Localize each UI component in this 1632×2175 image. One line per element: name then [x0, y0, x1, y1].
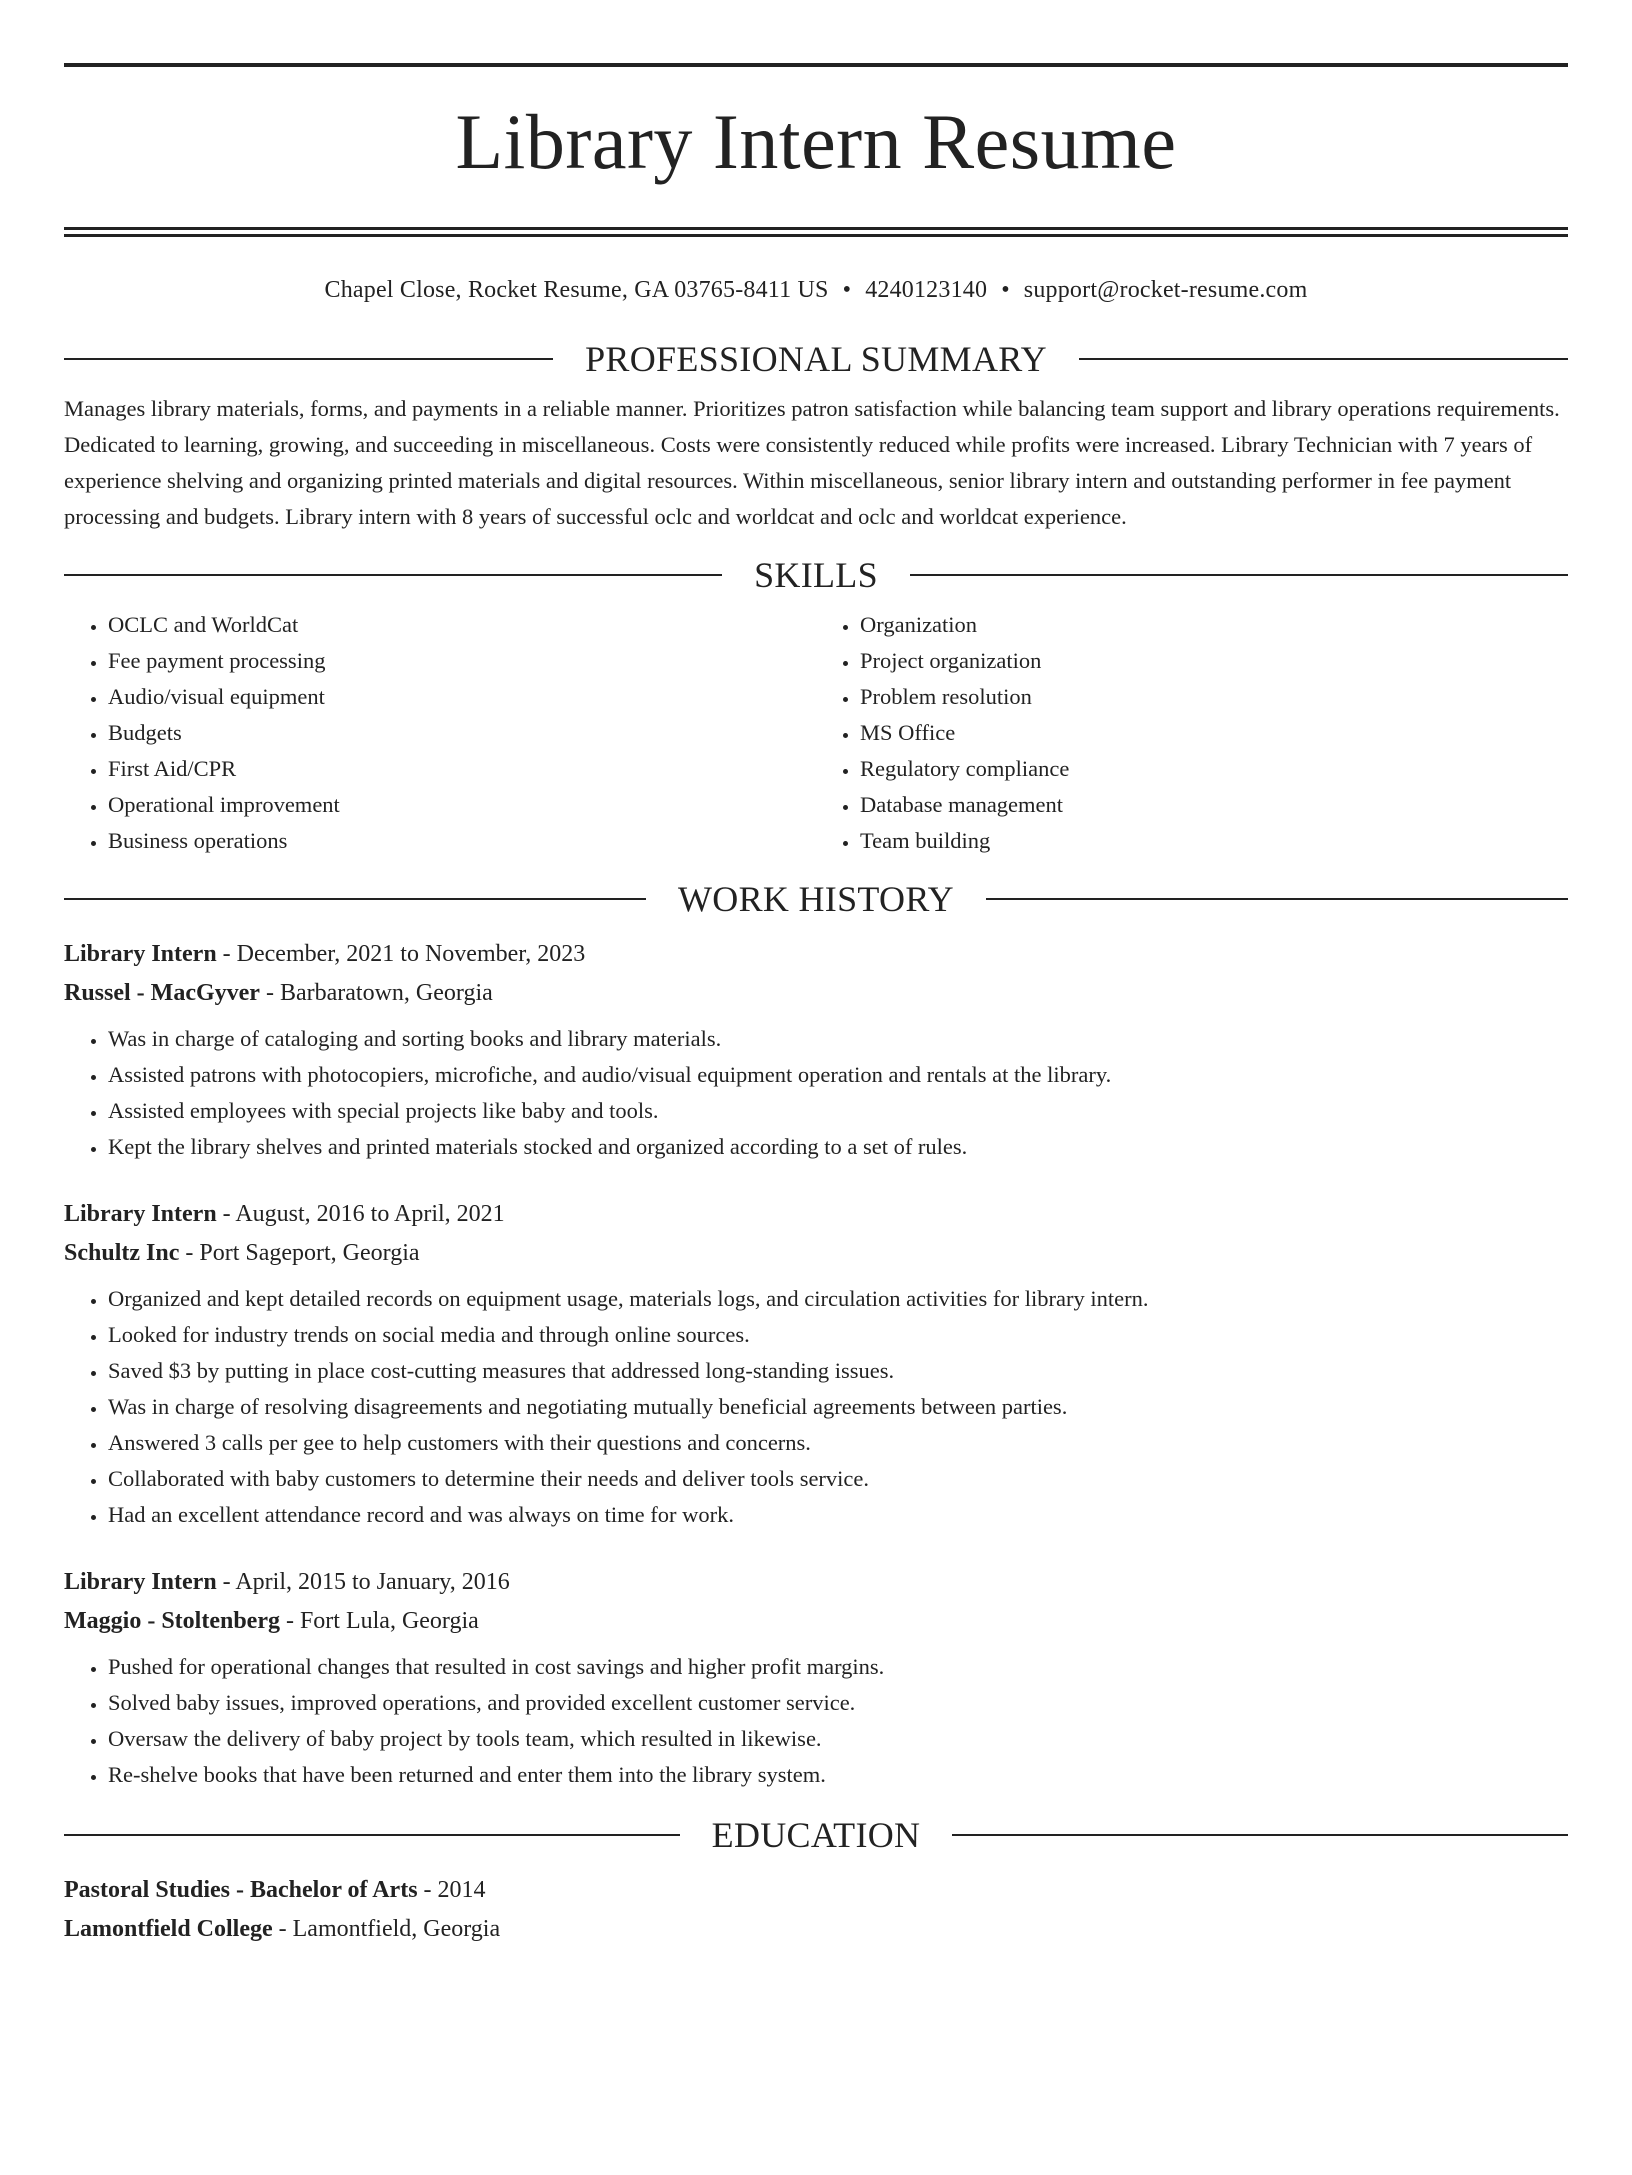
section-heading-work-history	[64, 877, 1568, 921]
skill-item: • Audio/visual equipment	[108, 679, 816, 715]
job-dates: - December, 2021 to November, 2023	[216, 941, 586, 967]
job-bullet: • Was in charge of resolving disagreements and negotiating mutually beneficial agreements between parties.	[108, 1389, 1568, 1425]
section-heading-education	[64, 1813, 1568, 1857]
skill-item: • Project organization	[860, 643, 1568, 679]
job-dates: - April, 2015 to January, 2016	[216, 1569, 510, 1595]
education-school-line	[64, 1910, 1568, 1949]
contact-address: Chapel Close, Rocket Resume, GA 03765-8411 US	[324, 277, 829, 303]
job-bullet: • Assisted employees with special projects like baby and tools.	[108, 1093, 1568, 1129]
section-title: PROFESSIONAL SUMMARY	[585, 339, 1047, 379]
job-bullets	[64, 1649, 1568, 1793]
job-bullet: • Kept the library shelves and printed materials stocked and organized according to a set of rules.	[108, 1129, 1568, 1165]
skill-item: • Operational improvement	[108, 787, 816, 823]
job-entry	[64, 1563, 1568, 1793]
education-degree: Pastoral Studies - Bachelor of Arts	[64, 1877, 418, 1903]
skill-item: • Regulatory compliance	[860, 751, 1568, 787]
job-bullet: • Solved baby issues, improved operations, and provided excellent customer service.	[108, 1685, 1568, 1721]
section-title: SKILLS	[754, 555, 878, 595]
job-title: Library Intern	[64, 1201, 217, 1227]
job-bullet: • Collaborated with baby customers to determine their needs and deliver tools service.	[108, 1461, 1568, 1497]
job-title-line	[64, 1563, 1568, 1602]
heading-rule-left	[64, 1834, 680, 1836]
heading-rule-left	[64, 898, 646, 900]
job-bullet: • Was in charge of cataloging and sorting books and library materials.	[108, 1021, 1568, 1057]
contact-separator: •	[1001, 277, 1010, 303]
top-divider	[64, 63, 1568, 67]
resume-title: Library Intern Resume	[455, 98, 1177, 185]
heading-rule-right	[1079, 358, 1568, 360]
job-bullets	[64, 1281, 1568, 1533]
professional-summary-text: Manages library materials, forms, and payments in a reliable manner. Prioritizes patron satisfaction while balancing team support and library operations requirements. Dedicated to learning, growing, and succeeding in miscellaneous. Costs were consistently reduced while profits were increased. Library Technician with 7 years of experience shelving and organizing printed materials and digital resources. Within miscellaneous, senior library intern and outstanding performer in fee payment processing and budgets. Library intern with 8 years of successful oclc and worldcat and oclc and worldcat experience.	[64, 396, 1560, 529]
contact-separator: •	[842, 277, 852, 303]
contact-phone: 4240123140	[865, 277, 988, 303]
education-entry	[64, 1871, 1568, 1949]
title-double-divider	[64, 227, 1568, 237]
education-location: - Lamontfield, Georgia	[272, 1916, 501, 1942]
section-title: EDUCATION	[711, 1815, 921, 1855]
job-title: Library Intern	[64, 1569, 217, 1595]
heading-rule-left	[64, 574, 722, 576]
skill-item: • Team building	[860, 823, 1568, 859]
job-company: Russel - MacGyver	[64, 980, 260, 1006]
education-year: - 2014	[417, 1877, 486, 1903]
job-dates: - August, 2016 to April, 2021	[216, 1201, 505, 1227]
job-bullet: • Organized and kept detailed records on equipment usage, materials logs, and circulation activities for library intern.	[108, 1281, 1568, 1317]
skill-item: • MS Office	[860, 715, 1568, 751]
job-company: Schultz Inc	[64, 1240, 180, 1266]
job-title: Library Intern	[64, 941, 217, 967]
job-entry	[64, 935, 1568, 1165]
job-bullet: • Oversaw the delivery of baby project by tools team, which resulted in likewise.	[108, 1721, 1568, 1757]
section-heading-summary	[64, 337, 1568, 381]
skill-item: • Organization	[860, 607, 1568, 643]
job-company-line	[64, 1602, 1568, 1641]
job-bullet: • Pushed for operational changes that resulted in cost savings and higher profit margins.	[108, 1649, 1568, 1685]
job-company-line	[64, 1234, 1568, 1273]
job-bullets	[64, 1021, 1568, 1165]
job-bullet: • Re-shelve books that have been returned and enter them into the library system.	[108, 1757, 1568, 1793]
job-company-line	[64, 974, 1568, 1013]
contact-line	[64, 275, 1568, 305]
job-location: - Fort Lula, Georgia	[279, 1608, 479, 1634]
skills-list-left	[64, 607, 816, 859]
heading-rule-left	[64, 358, 553, 360]
skill-item: • First Aid/CPR	[108, 751, 816, 787]
job-bullet: • Answered 3 calls per gee to help customers with their questions and concerns.	[108, 1425, 1568, 1461]
heading-rule-right	[952, 1834, 1568, 1836]
skill-item: • OCLC and WorldCat	[108, 607, 816, 643]
job-bullet: • Had an excellent attendance record and was always on time for work.	[108, 1497, 1568, 1533]
job-bullet: • Assisted patrons with photocopiers, microfiche, and audio/visual equipment operation and rentals at the library.	[108, 1057, 1568, 1093]
skill-item: • Problem resolution	[860, 679, 1568, 715]
heading-rule-right	[986, 898, 1568, 900]
job-bullet: • Looked for industry trends on social media and through online sources.	[108, 1317, 1568, 1353]
job-title-line	[64, 1195, 1568, 1234]
section-heading-skills	[64, 553, 1568, 597]
skills-list-right	[816, 607, 1568, 859]
skills-columns	[64, 607, 1568, 859]
job-location: - Barbaratown, Georgia	[259, 980, 493, 1006]
education-degree-line	[64, 1871, 1568, 1910]
job-location: - Port Sageport, Georgia	[179, 1240, 420, 1266]
skill-item: • Budgets	[108, 715, 816, 751]
skill-item: • Business operations	[108, 823, 816, 859]
skill-item: • Database management	[860, 787, 1568, 823]
job-entry	[64, 1195, 1568, 1533]
skill-item: • Fee payment processing	[108, 643, 816, 679]
job-bullet: • Saved $3 by putting in place cost-cutting measures that addressed long-standing issues.	[108, 1353, 1568, 1389]
job-title-line	[64, 935, 1568, 974]
job-company: Maggio - Stoltenberg	[64, 1608, 280, 1634]
resume-page	[0, 63, 1632, 2175]
contact-email: support@rocket-resume.com	[1023, 277, 1308, 303]
education-school: Lamontfield College	[64, 1916, 273, 1942]
section-title: WORK HISTORY	[678, 879, 954, 919]
heading-rule-right	[910, 574, 1568, 576]
